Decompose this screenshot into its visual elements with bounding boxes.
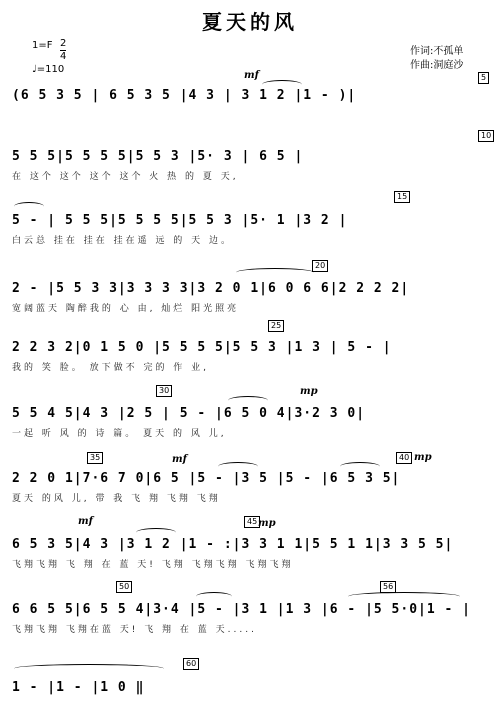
measure-number: 10	[478, 130, 494, 142]
slur	[262, 80, 302, 89]
dynamic-mark: mf	[172, 454, 187, 465]
song-title: 夏天的风	[202, 10, 298, 34]
slur	[228, 396, 268, 405]
slur	[196, 592, 232, 601]
slur	[348, 592, 460, 601]
measure-number: 25	[268, 320, 284, 332]
key-signature: 1=F	[32, 40, 53, 51]
lyric-line: 夏天 的风 儿, 带 我 飞 翔 飞翔 飞翔	[12, 494, 221, 504]
measure-number: 45	[244, 516, 260, 528]
dynamic-mark: mp	[300, 386, 318, 397]
slur	[218, 462, 258, 471]
lyric-line: 飞翔飞翔 飞 翔 在 蓝 天! 飞翔 飞翔飞翔 飞翔飞翔	[12, 560, 294, 570]
slur	[14, 202, 44, 211]
lyric-line	[12, 110, 488, 122]
lyric-line: 飞翔飞翔 飞翔在蓝 天! 飞 翔 在 蓝 天.....	[12, 625, 257, 635]
dynamic-mark: mp	[258, 518, 276, 529]
time-sig-bottom: 4	[60, 51, 67, 62]
slur	[236, 268, 314, 277]
time-sig-top: 2	[60, 38, 67, 49]
composer-credit: 作曲:洞庭沙	[410, 60, 464, 71]
notation-line: 2 2 3 2|0 1 5 0 |5 5 5 5|5 5 3 |1 3 | 5 - |	[12, 340, 392, 355]
slur	[14, 664, 164, 673]
notation-line: 5 - | 5 5 5|5 5 5 5|5 5 3 |5· 1 |3 2 |	[12, 213, 348, 228]
tempo-marking: ♩=110	[32, 64, 65, 75]
time-signature	[60, 38, 66, 63]
notation-line: 2 - |5 5 3 3|3 3 3 3|3 2 0 1|6 0 6 6|2 2 2 2|	[12, 281, 410, 296]
notation-line: 6 6 5 5|6 5 5 4|3·4 |5 - |3 1 |1 3 |6 - |5 5·0|1 - |	[12, 602, 471, 617]
measure-number: 60	[183, 658, 199, 670]
lyric-line: 宽阔蓝天 陶醉我的 心 由, 灿烂 阳光照亮	[12, 304, 240, 314]
measure-number: 40	[396, 452, 412, 464]
measure-number: 20	[312, 260, 328, 272]
measure-number: 15	[394, 191, 410, 203]
notation-line: 5 5 4 5|4 3 |2 5 | 5 - |6 5 0 4|3·2 3 0|	[12, 406, 366, 421]
dynamic-mark: mf	[78, 516, 93, 527]
dynamic-mark: mf	[244, 70, 259, 81]
notation-line: 2 2 0 1|7·6 7 0|6 5 |5 - |3 5 |5 - |6 5 3 5|	[12, 471, 401, 486]
notation-line: 1 - |1 - |1 0 ‖	[12, 680, 145, 695]
notation-line: 5 5 5|5 5 5 5|5 5 3 |5· 3 | 6 5 |	[12, 149, 304, 164]
lyricist-credit: 作词:不孤单	[410, 46, 464, 57]
lyric-line: 在 这个 这个 这个 这个 火 热 的 夏 天,	[12, 172, 239, 182]
measure-number: 35	[87, 452, 103, 464]
measure-number: 30	[156, 385, 172, 397]
slur	[136, 528, 176, 537]
slur	[340, 462, 380, 471]
lyric-line: 白云总 挂在 挂在 挂在遥 远 的 天 边。	[12, 236, 234, 246]
measure-number: 5	[478, 72, 489, 84]
measure-number: 50	[116, 581, 132, 593]
lyric-line: 一起 听 风 的 诗 篇。 夏天 的 风 儿,	[12, 429, 227, 439]
dynamic-mark: mp	[414, 452, 432, 463]
notation-line: 6 5 3 5|4 3 |3 1 2 |1 - :|3 3 1 1|5 5 1 1|3 3 5 5|	[12, 537, 454, 552]
measure-number: 56	[380, 581, 396, 593]
notation-line: (6 5 3 5 | 6 5 3 5 |4 3 | 3 1 2 |1 - )|	[12, 88, 357, 103]
lyric-line: 我的 笑 脸。 放下做不 完的 作 业,	[12, 363, 210, 373]
